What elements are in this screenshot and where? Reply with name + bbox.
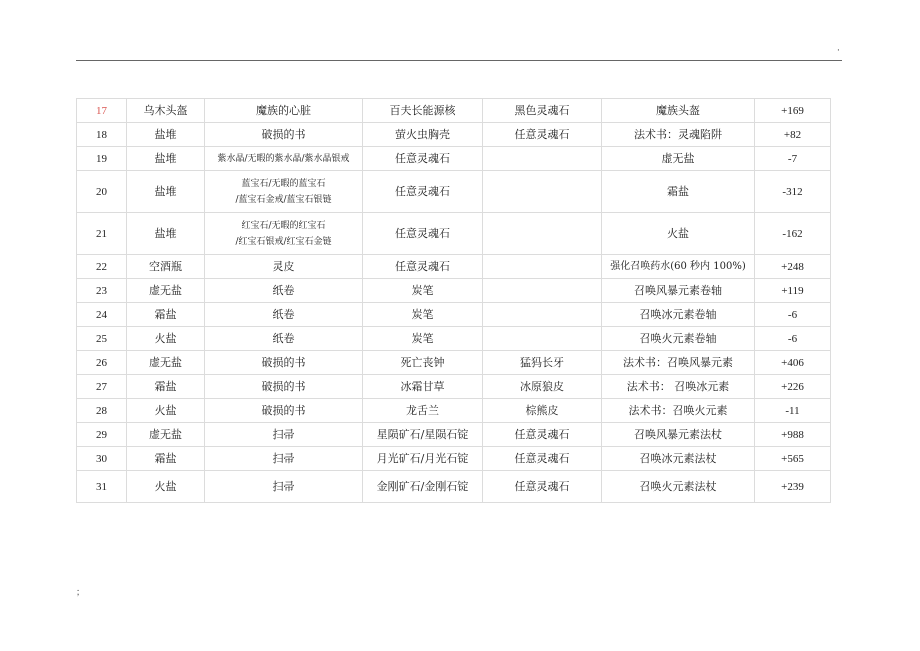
ingredient-1: 盐堆: [127, 213, 205, 255]
table-row: [77, 279, 831, 303]
ingredient-4: [483, 147, 602, 171]
ingredient-4: 任意灵魂石: [483, 471, 602, 503]
result-item: 魔族头盔: [602, 99, 755, 123]
ingredient-3: 龙舌兰: [363, 399, 483, 423]
ingredient-3: 任意灵魂石: [363, 255, 483, 279]
ingredient-2: 扫帚: [205, 423, 363, 447]
ingredient-2: 破损的书: [205, 399, 363, 423]
ingredient-4: [483, 279, 602, 303]
header-mark: ·: [837, 46, 840, 56]
ingredient-4: 任意灵魂石: [483, 123, 602, 147]
ingredient-2: 纸卷: [205, 279, 363, 303]
footer-mark: ；: [76, 588, 86, 598]
row-index: 17: [77, 99, 127, 123]
value-change: +988: [755, 423, 831, 447]
ingredient-1: 火盐: [127, 471, 205, 503]
result-item: 法术书：召唤风暴元素: [602, 351, 755, 375]
ingredient-2-line-2: /红宝石银戒/红宝石金链: [235, 236, 332, 247]
row-index: 19: [77, 147, 127, 171]
row-index: 31: [77, 471, 127, 503]
result-item: 法术书：灵魂陷阱: [602, 123, 755, 147]
row-index: 18: [77, 123, 127, 147]
table-row: [77, 123, 831, 147]
ingredient-3: 星陨矿石/星陨石锭: [363, 423, 483, 447]
ingredient-3: 百夫长能源核: [363, 99, 483, 123]
row-index: 29: [77, 423, 127, 447]
row-index: 28: [77, 399, 127, 423]
ingredient-4: 黑色灵魂石: [483, 99, 602, 123]
table-row: [77, 471, 831, 503]
table-row: [77, 423, 831, 447]
ingredient-3: 炭笔: [363, 279, 483, 303]
value-change: +226: [755, 375, 831, 399]
ingredient-2: 灵皮: [205, 255, 363, 279]
value-change: -11: [755, 399, 831, 423]
ingredient-1: 虚无盐: [127, 279, 205, 303]
value-change: +406: [755, 351, 831, 375]
ingredient-2-line-1: 蓝宝石/无暇的蓝宝石: [241, 178, 326, 189]
table-row: [77, 303, 831, 327]
ingredient-1: 霜盐: [127, 447, 205, 471]
ingredient-2-line-1: 红宝石/无暇的红宝石: [241, 220, 326, 231]
row-index: 21: [77, 213, 127, 255]
ingredient-4: 任意灵魂石: [483, 423, 602, 447]
value-change: +119: [755, 279, 831, 303]
ingredient-1: 霜盐: [127, 303, 205, 327]
ingredient-4: [483, 327, 602, 351]
value-change: -162: [755, 213, 831, 255]
row-index: 23: [77, 279, 127, 303]
ingredient-3: 任意灵魂石: [363, 171, 483, 213]
result-item: 法术书：召唤火元素: [602, 399, 755, 423]
result-item: 强化召唤药水(60 秒内 100%): [602, 255, 755, 279]
ingredient-3: 任意灵魂石: [363, 213, 483, 255]
table-row: [77, 399, 831, 423]
ingredient-3: 金刚矿石/金刚石锭: [363, 471, 483, 503]
ingredient-1: 霜盐: [127, 375, 205, 399]
ingredient-2: 纸卷: [205, 303, 363, 327]
result-item: 虚无盐: [602, 147, 755, 171]
ingredient-3: 炭笔: [363, 303, 483, 327]
table-row: [77, 99, 831, 123]
ingredient-3: 任意灵魂石: [363, 147, 483, 171]
table-row: [77, 255, 831, 279]
value-change: +239: [755, 471, 831, 503]
ingredient-1: 空酒瓶: [127, 255, 205, 279]
ingredient-4: [483, 255, 602, 279]
row-index: 20: [77, 171, 127, 213]
row-index: 26: [77, 351, 127, 375]
ingredient-4: 冰原狼皮: [483, 375, 602, 399]
ingredient-3: 萤火虫胸壳: [363, 123, 483, 147]
ingredient-3: 死亡丧钟: [363, 351, 483, 375]
table-row: [77, 171, 831, 213]
ingredient-3: 月光矿石/月光石锭: [363, 447, 483, 471]
value-change: -6: [755, 327, 831, 351]
ingredient-2: 扫帚: [205, 471, 363, 503]
ingredient-2: 破损的书: [205, 375, 363, 399]
result-item: 霜盐: [602, 171, 755, 213]
value-change: -6: [755, 303, 831, 327]
result-item: 召唤冰元素卷轴: [602, 303, 755, 327]
header-rule: [76, 60, 842, 61]
ingredient-2: 纸卷: [205, 327, 363, 351]
ingredient-1: 盐堆: [127, 171, 205, 213]
row-index: 22: [77, 255, 127, 279]
result-item: 召唤风暴元素卷轴: [602, 279, 755, 303]
row-index: 24: [77, 303, 127, 327]
ingredient-2: [205, 171, 363, 213]
table-row: [77, 351, 831, 375]
ingredient-3: 冰霜甘草: [363, 375, 483, 399]
row-index: 25: [77, 327, 127, 351]
ingredient-2: 扫帚: [205, 447, 363, 471]
result-item: 召唤火元素法杖: [602, 471, 755, 503]
ingredient-4: 任意灵魂石: [483, 447, 602, 471]
table-row: [77, 447, 831, 471]
ingredient-2: 魔族的心脏: [205, 99, 363, 123]
recipe-table: [76, 98, 831, 503]
ingredient-1: 乌木头盔: [127, 99, 205, 123]
value-change: +248: [755, 255, 831, 279]
ingredient-2-line-2: /蓝宝石金戒/蓝宝石银链: [235, 194, 332, 205]
row-index: 30: [77, 447, 127, 471]
row-index: 27: [77, 375, 127, 399]
ingredient-1: 盐堆: [127, 147, 205, 171]
value-change: +82: [755, 123, 831, 147]
value-change: -312: [755, 171, 831, 213]
ingredient-1: 虚无盐: [127, 423, 205, 447]
ingredient-3: 炭笔: [363, 327, 483, 351]
result-item: 召唤火元素卷轴: [602, 327, 755, 351]
result-item: 火盐: [602, 213, 755, 255]
result-item: 法术书： 召唤冰元素: [602, 375, 755, 399]
ingredient-1: 盐堆: [127, 123, 205, 147]
value-change: +565: [755, 447, 831, 471]
table-row: [77, 375, 831, 399]
ingredient-4: [483, 213, 602, 255]
ingredient-4: 猛犸长牙: [483, 351, 602, 375]
result-item: 召唤风暴元素法杖: [602, 423, 755, 447]
ingredient-1: 火盐: [127, 399, 205, 423]
result-item: 召唤冰元素法杖: [602, 447, 755, 471]
ingredient-1: 火盐: [127, 327, 205, 351]
ingredient-2: 紫水晶/无暇的紫水晶/紫水晶银戒: [205, 147, 363, 171]
table-row: [77, 327, 831, 351]
table-row: [77, 147, 831, 171]
value-change: +169: [755, 99, 831, 123]
ingredient-4: [483, 303, 602, 327]
ingredient-2: 破损的书: [205, 123, 363, 147]
ingredient-2: [205, 213, 363, 255]
ingredient-1: 虚无盐: [127, 351, 205, 375]
table-row: [77, 213, 831, 255]
ingredient-4: 棕熊皮: [483, 399, 602, 423]
ingredient-2: 破损的书: [205, 351, 363, 375]
ingredient-4: [483, 171, 602, 213]
value-change: -7: [755, 147, 831, 171]
